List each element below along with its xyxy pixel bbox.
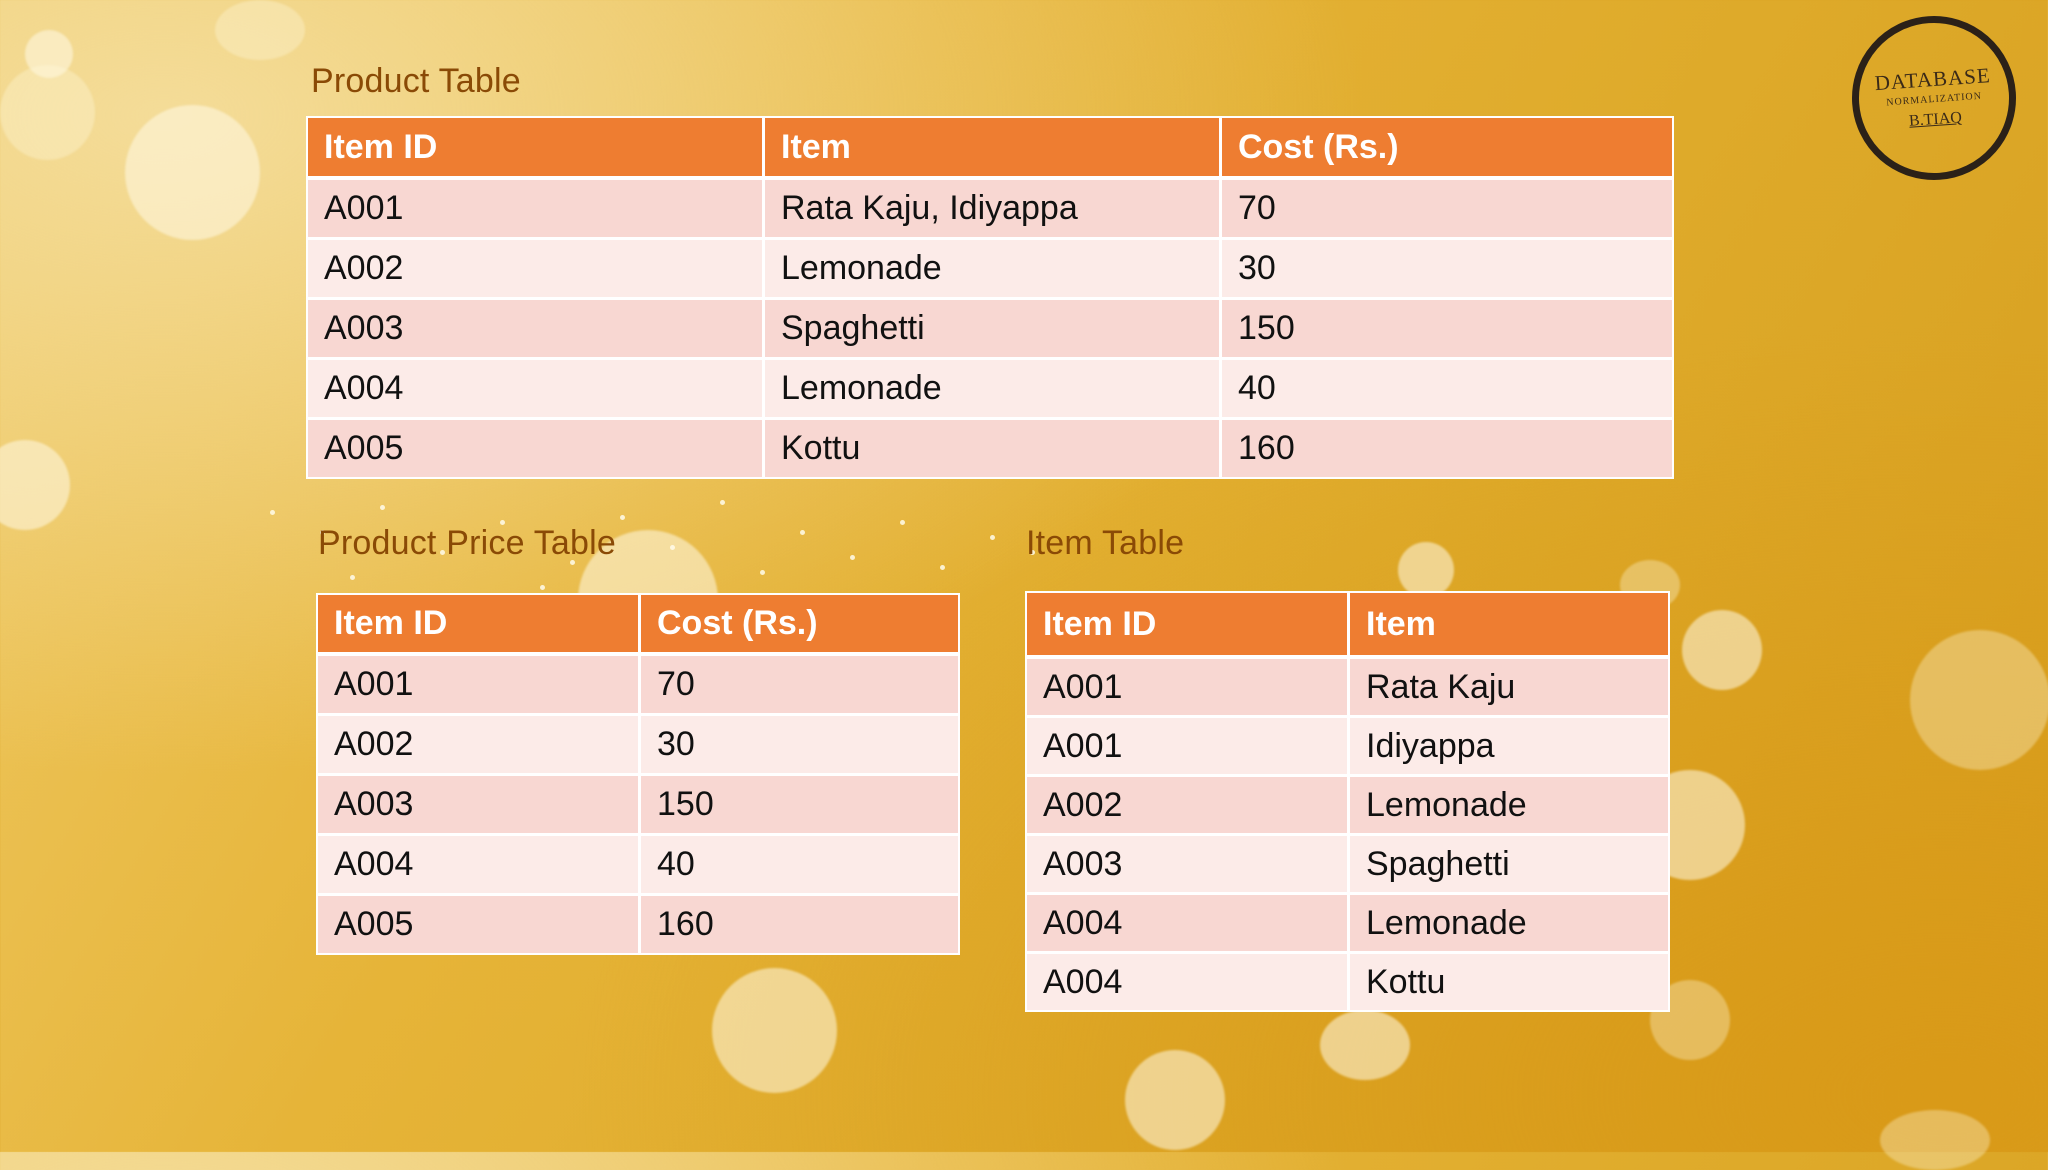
- table-cell: A001: [318, 656, 641, 716]
- column-header: Item ID: [308, 118, 765, 180]
- table-cell: 40: [1222, 360, 1672, 420]
- table-row: [1027, 777, 1668, 836]
- table-row: [1027, 718, 1668, 777]
- table-cell: 70: [1222, 180, 1672, 240]
- table-cell: Lemonade: [765, 360, 1222, 420]
- table-cell: 30: [641, 716, 958, 776]
- table-cell: A003: [318, 776, 641, 836]
- table-cell: A003: [1027, 836, 1350, 895]
- table-cell: 40: [641, 836, 958, 896]
- table-row: [318, 896, 958, 953]
- price-table-caption: Product Price Table: [318, 524, 616, 562]
- table-row: [1027, 836, 1668, 895]
- table-row: [318, 776, 958, 836]
- table-header-row: [318, 595, 958, 656]
- item-table: [1025, 591, 1670, 1012]
- table-row: [318, 716, 958, 776]
- table-cell: Kottu: [1350, 954, 1668, 1010]
- table-cell: A005: [308, 420, 765, 477]
- table-row: [308, 240, 1672, 300]
- table-cell: A002: [308, 240, 765, 300]
- table-cell: A004: [1027, 954, 1350, 1010]
- logo-title: DATABASE: [1873, 63, 1992, 96]
- table-cell: A001: [1027, 659, 1350, 718]
- table-row: [308, 360, 1672, 420]
- table-row: [1027, 954, 1668, 1010]
- table-cell: 160: [641, 896, 958, 953]
- table-cell: A003: [308, 300, 765, 360]
- table-cell: A001: [1027, 718, 1350, 777]
- table-row: [308, 180, 1672, 240]
- table-cell: A005: [318, 896, 641, 953]
- table-cell: 70: [641, 656, 958, 716]
- product-table-caption: Product Table: [311, 62, 521, 100]
- table-cell: A002: [318, 716, 641, 776]
- table-cell: Lemonade: [1350, 895, 1668, 954]
- table-cell: Spaghetti: [765, 300, 1222, 360]
- table-cell: A001: [308, 180, 765, 240]
- table-cell: 30: [1222, 240, 1672, 300]
- column-header: Item: [765, 118, 1222, 180]
- table-row: [308, 300, 1672, 360]
- product-table: [306, 116, 1674, 479]
- table-header-row: [308, 118, 1672, 180]
- logo-author: B.TIAQ: [1908, 109, 1963, 130]
- table-row: [1027, 895, 1668, 954]
- table-header-row: [1027, 593, 1668, 659]
- table-cell: A002: [1027, 777, 1350, 836]
- table-cell: A004: [308, 360, 765, 420]
- column-header: Item ID: [1027, 593, 1350, 659]
- table-cell: Lemonade: [765, 240, 1222, 300]
- product-price-table: [316, 593, 960, 955]
- database-normalization-logo: [1846, 10, 2021, 185]
- table-row: [308, 420, 1672, 477]
- table-cell: Rata Kaju, Idiyappa: [765, 180, 1222, 240]
- column-header: Cost (Rs.): [641, 595, 958, 656]
- item-table-caption: Item Table: [1026, 524, 1185, 562]
- column-header: Item: [1350, 593, 1668, 659]
- table-cell: 150: [641, 776, 958, 836]
- table-row: [318, 656, 958, 716]
- table-cell: 150: [1222, 300, 1672, 360]
- table-cell: Lemonade: [1350, 777, 1668, 836]
- table-cell: Kottu: [765, 420, 1222, 477]
- table-row: [318, 836, 958, 896]
- column-header: Item ID: [318, 595, 641, 656]
- column-header: Cost (Rs.): [1222, 118, 1672, 180]
- table-row: [1027, 659, 1668, 718]
- table-cell: Spaghetti: [1350, 836, 1668, 895]
- table-cell: A004: [318, 836, 641, 896]
- table-cell: Rata Kaju: [1350, 659, 1668, 718]
- logo-subtitle: NORMALIZATION: [1885, 90, 1983, 109]
- table-cell: Idiyappa: [1350, 718, 1668, 777]
- table-cell: A004: [1027, 895, 1350, 954]
- table-cell: 160: [1222, 420, 1672, 477]
